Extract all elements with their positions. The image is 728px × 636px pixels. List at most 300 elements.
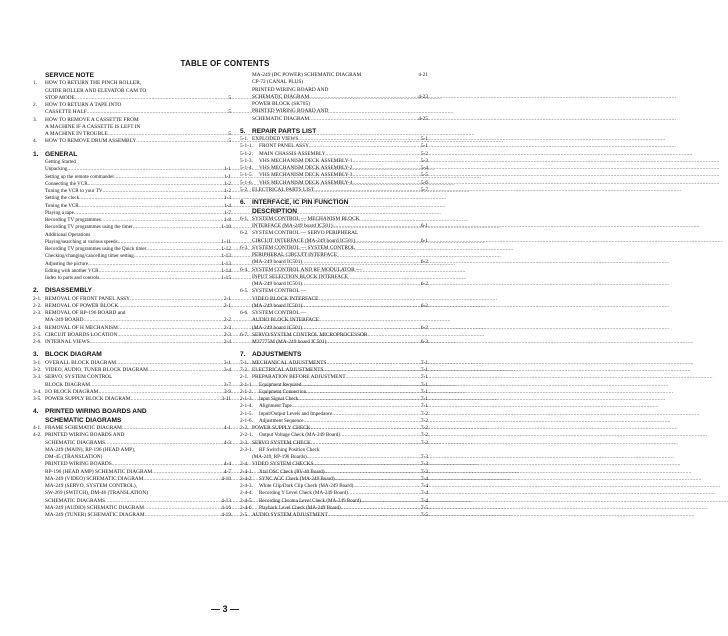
toc-entry-title: HOW TO REMOVE A CASSETTE FROM bbox=[45, 116, 139, 123]
toc-entry-title: AUDIO BLOCK INTERFACE bbox=[252, 317, 319, 324]
toc-entry-title: SYNC AGC Check (MA-249 Board) bbox=[259, 475, 335, 482]
toc-leader-dots bbox=[134, 253, 220, 260]
toc-entry-number: 6-5. bbox=[240, 288, 249, 295]
toc-entry-title: REMOVAL OF POWER BLOCK bbox=[45, 302, 119, 309]
toc-entry bbox=[33, 131, 231, 138]
toc-leader-dots bbox=[144, 505, 220, 512]
toc-page-ref: 6-2 bbox=[420, 259, 428, 266]
toc-entry bbox=[33, 261, 231, 268]
toc-entry-number: 2-1. bbox=[240, 374, 249, 381]
toc-leader-dots bbox=[302, 281, 420, 288]
toc-entry-title: STOP MODE bbox=[45, 94, 75, 101]
toc-entry-title: Recording TV programmes using the timer bbox=[45, 224, 133, 231]
toc-page-ref: 1-7 bbox=[223, 209, 231, 216]
toc-entry-title: Alignment Tape bbox=[259, 403, 292, 410]
toc-leader-dots bbox=[324, 367, 420, 374]
page-number: — 3 — bbox=[210, 604, 239, 614]
toc-page-ref: 3-9 bbox=[223, 388, 231, 395]
toc-entry-title: INTERFACE (MA-249 board IC501) bbox=[252, 223, 333, 230]
toc-page-ref: 7-1 bbox=[420, 381, 428, 388]
toc-entry bbox=[240, 245, 428, 252]
toc-entry bbox=[240, 411, 428, 418]
toc-leader-dots bbox=[67, 166, 223, 173]
toc-entry-title: White Clip/Dark Clip Check (MA-249 Board) bbox=[259, 483, 354, 490]
toc-section-heading bbox=[240, 208, 428, 216]
toc-page-ref: 1-13 bbox=[221, 253, 231, 260]
toc-leader-dots bbox=[143, 476, 220, 483]
toc-entry-title: Editing with another VCR bbox=[45, 267, 99, 274]
toc-entry bbox=[33, 253, 231, 260]
toc-entry-title: Equipment Required bbox=[259, 381, 302, 388]
toc-entry-number: 5-1-6. bbox=[240, 179, 253, 186]
toc-leader-dots bbox=[118, 325, 223, 332]
toc-entry-title: CIRCUIT INTERFACE (MA-249 board IC501) bbox=[252, 237, 356, 244]
toc-entry bbox=[240, 367, 428, 374]
toc-entry bbox=[33, 203, 231, 210]
toc-leader-dots bbox=[118, 239, 221, 246]
toc-entry-title: RF Switching Position Check bbox=[259, 446, 320, 453]
toc-entry bbox=[33, 461, 231, 468]
toc-leader-dots bbox=[340, 432, 420, 439]
toc-entry-title: Tuning the VCR to your TV bbox=[45, 188, 103, 195]
toc-leader-dots bbox=[302, 259, 420, 266]
toc-entry-number: 3-3. bbox=[33, 374, 42, 381]
toc-entry bbox=[240, 259, 428, 266]
toc-entry bbox=[240, 143, 428, 150]
toc-entry-title: Recording TV programmes bbox=[45, 217, 101, 224]
toc-page-ref: 7-3 bbox=[420, 461, 428, 468]
toc-leader-dots bbox=[298, 396, 420, 403]
toc-entry bbox=[33, 117, 231, 124]
toc-page-ref: 2-1 bbox=[223, 302, 231, 309]
toc-entry-title: VHS MECHANISM DECK ASSEMBLY-1 bbox=[259, 157, 353, 164]
toc-entry bbox=[240, 310, 428, 317]
toc-entry-title: RP-196 (HEAD AMP) SCHEMATIC DIAGRAM bbox=[45, 468, 153, 475]
toc-leader-dots bbox=[118, 303, 223, 310]
toc-leader-dots bbox=[133, 224, 221, 231]
toc-leader-dots bbox=[122, 425, 223, 432]
toc-page-ref: 2-4 bbox=[223, 339, 231, 346]
toc-entry-title: Input/Output Levels and Impedance bbox=[259, 410, 333, 417]
toc-page-ref: 4-19 bbox=[221, 512, 231, 519]
toc-page-ref: 7-4 bbox=[420, 483, 428, 490]
toc-left-column bbox=[33, 72, 231, 519]
toc-page-ref: 7-2 bbox=[420, 425, 428, 432]
toc-page-ref: 4-1 bbox=[223, 425, 231, 432]
toc-entry bbox=[240, 389, 428, 396]
toc-entry-number: 3. bbox=[33, 351, 39, 359]
toc-entry bbox=[33, 80, 231, 87]
toc-entry bbox=[33, 303, 231, 310]
toc-entry bbox=[240, 418, 428, 425]
toc-entry bbox=[33, 512, 231, 519]
toc-entry-number: 2-1-2. bbox=[240, 388, 253, 395]
toc-page-ref: 6-3 bbox=[420, 339, 428, 346]
toc-entry bbox=[33, 396, 231, 403]
toc-entry-title: Index to parts and controls bbox=[45, 275, 100, 282]
toc-entry-title: SCHEMATIC DIAGRAMS bbox=[45, 416, 122, 424]
toc-entry-title: VIDEO SYSTEM CHECKS bbox=[252, 461, 314, 468]
toc-entry-number: 1. bbox=[33, 80, 38, 87]
toc-leader-dots bbox=[332, 411, 419, 418]
toc-entry bbox=[240, 180, 428, 187]
toc-entry bbox=[33, 195, 231, 202]
toc-entry-title: SCHEMATIC DIAGRAMS bbox=[45, 439, 106, 446]
toc-leader-dots bbox=[114, 174, 223, 181]
toc-entry bbox=[33, 109, 231, 116]
toc-entry-number: 5. bbox=[240, 127, 246, 135]
toc-entry bbox=[240, 440, 428, 447]
toc-entry-title: INTERNAL VIEWS bbox=[45, 339, 90, 346]
toc-page-ref: 4-13 bbox=[221, 497, 231, 504]
toc-entry-number: 2-1-3. bbox=[240, 396, 253, 403]
toc-entry-number: 6-2. bbox=[240, 230, 249, 237]
toc-entry bbox=[240, 396, 428, 403]
toc-entry-title: A MACHINE IF A CASSETTE IS LEFT IN bbox=[45, 123, 141, 130]
toc-leader-dots bbox=[352, 172, 419, 179]
toc-page-ref: 6-2 bbox=[420, 324, 428, 331]
toc-entry bbox=[33, 325, 231, 332]
toc-leader-dots bbox=[361, 498, 420, 505]
toc-entry-number: 2-1-4. bbox=[240, 403, 253, 410]
toc-entry bbox=[33, 498, 231, 505]
toc-entry bbox=[33, 454, 231, 461]
toc-entry-number: 5-1-2. bbox=[240, 150, 253, 157]
toc-entry-title: Playback Level Check (MA-249 Board) bbox=[259, 504, 341, 511]
toc-entry bbox=[33, 224, 231, 231]
toc-entry bbox=[33, 432, 231, 439]
toc-entry-title: CP-72 (CANAL PLUS) bbox=[252, 79, 304, 86]
toc-entry bbox=[240, 382, 428, 389]
toc-page-ref: 6-2 bbox=[420, 302, 428, 309]
toc-entry-number: 2-6. bbox=[33, 339, 42, 346]
toc-page-ref: 7-4 bbox=[420, 475, 428, 482]
toc-entry-title: Connecting the VCR bbox=[45, 180, 88, 187]
toc-entry-title: REMOVAL OF FRONT PANEL ASSY bbox=[45, 295, 131, 302]
toc-entry-title: MAIN CHASSIS ASSEMBLY bbox=[259, 150, 326, 157]
toc-entry-title: Unpacking bbox=[45, 166, 68, 173]
toc-entry-title: FRONT PANEL ASSY bbox=[259, 143, 309, 150]
toc-section-heading bbox=[33, 287, 231, 295]
toc-page-ref: 7-5 bbox=[420, 504, 428, 511]
toc-section-heading bbox=[33, 351, 231, 359]
toc-entry bbox=[240, 288, 428, 295]
toc-entry-title: SYSTEM CONTROL — SYSTEM CONTROL bbox=[252, 244, 356, 251]
toc-entry bbox=[240, 512, 428, 519]
toc-page-ref: 1-1 bbox=[223, 173, 231, 180]
page-title: TABLE OF CONTENTS bbox=[180, 59, 270, 68]
toc-entry bbox=[33, 210, 231, 217]
toc-section-heading bbox=[33, 417, 231, 425]
toc-page-ref: 5-5 bbox=[420, 172, 428, 179]
toc-entry-number: 5-1-4. bbox=[240, 165, 253, 172]
toc-entry bbox=[33, 382, 231, 389]
toc-leader-dots bbox=[99, 275, 220, 282]
toc-entry-number: 4. bbox=[33, 138, 38, 145]
toc-leader-dots bbox=[292, 403, 420, 410]
toc-page-ref: 5 bbox=[228, 109, 231, 116]
toc-entry-title: Playing a tape bbox=[45, 209, 74, 216]
toc-leader-dots bbox=[307, 454, 420, 461]
toc-page-ref: 7-2 bbox=[420, 432, 428, 439]
toc-entry-number: 3-4. bbox=[33, 388, 42, 395]
toc-entry-number: 5-1-5. bbox=[240, 172, 253, 179]
toc-entry bbox=[240, 303, 428, 310]
toc-entry-number: 2-4-3. bbox=[240, 483, 253, 490]
toc-leader-dots bbox=[74, 210, 223, 217]
toc-page-ref: 5 bbox=[228, 131, 231, 138]
toc-leader-dots bbox=[130, 296, 223, 303]
toc-entry-title: Xtal OSC Check (RV-40 Board) bbox=[259, 468, 325, 475]
toc-entry-number: 2-4-5. bbox=[240, 497, 253, 504]
toc-entry-title: REMOVAL OF H MECHANISM bbox=[45, 324, 118, 331]
toc-entry-number: 2-1-5. bbox=[240, 410, 253, 417]
toc-leader-dots bbox=[333, 223, 420, 230]
toc-entry-title: SYSTEM CONTROL AND RF MODULATOR — bbox=[252, 266, 362, 273]
toc-entry bbox=[240, 505, 428, 512]
toc-entry-title: SCHEMATIC DIAGRAMS bbox=[45, 497, 106, 504]
toc-entry bbox=[33, 469, 231, 476]
toc-entry-title: POWER SUPPLY BLOCK DIAGRAM bbox=[45, 396, 131, 403]
toc-page-ref: 5-7 bbox=[420, 186, 428, 193]
toc-entry bbox=[33, 246, 231, 253]
toc-entry-title: MA-249 (AUDIO) SCHEMATIC DIAGRAM bbox=[45, 504, 145, 511]
toc-entry-title: REMOVAL OF RP-196 BOARD and bbox=[45, 310, 126, 317]
toc-leader-dots bbox=[313, 461, 419, 468]
toc-page-ref: 3-1 bbox=[223, 359, 231, 366]
toc-entry-title: SCHEMATIC DIAGRAM bbox=[252, 93, 310, 100]
toc-page-ref: 3-11 bbox=[221, 396, 231, 403]
toc-entry-number: 2-3. bbox=[33, 310, 42, 317]
toc-entry bbox=[240, 461, 428, 468]
toc-entry bbox=[33, 490, 231, 497]
toc-page-ref: 7-5 bbox=[420, 512, 428, 519]
toc-leader-dots bbox=[302, 303, 420, 310]
toc-leader-dots bbox=[341, 505, 420, 512]
toc-entry-number: 2-3. bbox=[240, 439, 249, 446]
toc-entry bbox=[33, 374, 231, 381]
toc-entry-title: SYSTEM CONTROL — bbox=[252, 310, 307, 317]
toc-entry bbox=[240, 325, 428, 332]
toc-entry-title: Tuning the VCR bbox=[45, 202, 79, 209]
toc-leader-dots bbox=[348, 490, 420, 497]
toc-entry bbox=[33, 310, 231, 317]
toc-leader-dots bbox=[309, 143, 420, 150]
toc-entry-title: GENERAL bbox=[45, 150, 78, 158]
toc-entry bbox=[33, 447, 231, 454]
toc-entry-title: INPUT SELECTION BLOCK INTERFACE bbox=[252, 273, 348, 280]
toc-entry-number: 3. bbox=[33, 116, 38, 123]
toc-entry bbox=[240, 454, 428, 461]
toc-entry-title: BLOCK DIAGRAM bbox=[45, 381, 90, 388]
toc-entry-title: I/O BLOCK DIAGRAM bbox=[45, 388, 99, 395]
toc-page-ref: 2-2 bbox=[223, 317, 231, 324]
toc-entry-title: EXPLODED VIEWS bbox=[252, 136, 299, 143]
toc-entry bbox=[240, 476, 428, 483]
toc-entry-title: PRINTED WIRING BOARDS AND bbox=[45, 432, 125, 439]
toc-page-ref: 4-23 bbox=[418, 93, 428, 100]
toc-entry bbox=[240, 339, 428, 346]
toc-leader-dots bbox=[346, 374, 420, 381]
toc-leader-dots bbox=[145, 512, 221, 519]
toc-entry-number: 2-4-1. bbox=[240, 468, 253, 475]
toc-entry bbox=[240, 374, 428, 381]
toc-leader-dots bbox=[146, 246, 220, 253]
toc-page-ref: 1-8 bbox=[223, 217, 231, 224]
toc-entry-title: Adjusting the picture bbox=[45, 260, 89, 267]
toc-entry-title: Recording TV programmes using the Quick timer bbox=[45, 246, 147, 253]
toc-entry-title: SCHEMATIC DIAGRAM bbox=[252, 115, 310, 122]
toc-entry bbox=[33, 367, 231, 374]
toc-page-ref: 2-1 bbox=[223, 295, 231, 302]
toc-page-ref: 5-6 bbox=[420, 179, 428, 186]
toc-leader-dots bbox=[136, 138, 227, 145]
toc-entry-title: SYSTEM CONTROL — SERVO PERIPHERAL bbox=[252, 230, 359, 237]
toc-entry-number: 2. bbox=[33, 287, 39, 295]
toc-leader-dots bbox=[75, 95, 227, 102]
toc-leader-dots bbox=[355, 238, 420, 245]
toc-entry-title: Checking/changing/cancelling timer setting bbox=[45, 253, 134, 260]
toc-entry-number: 3-1. bbox=[33, 359, 42, 366]
toc-entry bbox=[33, 232, 231, 239]
toc-page-ref: 7-1 bbox=[420, 403, 428, 410]
toc-leader-dots bbox=[88, 181, 223, 188]
toc-page-ref: 6-1 bbox=[420, 237, 428, 244]
toc-section-heading bbox=[240, 128, 428, 136]
toc-entry-title: SERVO/SYSTEM CONTROL MICROPROCESSOR bbox=[252, 331, 368, 338]
toc-entry bbox=[33, 88, 231, 95]
toc-leader-dots bbox=[90, 339, 223, 346]
toc-entry-title: Adjustment Sequence bbox=[259, 417, 304, 424]
toc-entry-title: MA-249 (DC POWER) SCHEMATIC DIAGRAM bbox=[252, 72, 362, 78]
toc-entry bbox=[33, 124, 231, 131]
toc-leader-dots bbox=[117, 332, 223, 339]
toc-entry-title: FRAME SCHEMATIC DIAGRAM bbox=[45, 425, 122, 432]
toc-entry bbox=[33, 505, 231, 512]
toc-leader-dots bbox=[101, 217, 223, 224]
toc-page-ref: 4-25 bbox=[418, 115, 428, 122]
toc-page-ref: 1-3 bbox=[223, 195, 231, 202]
toc-entry-title: VHS MECHANISM DECK ASSEMBLY-2 bbox=[259, 165, 353, 172]
toc-section-heading bbox=[33, 151, 231, 159]
toc-entry-number: 2-4-2. bbox=[240, 475, 253, 482]
toc-entry-title: M37775M (MA-249 board IC501) bbox=[252, 339, 327, 346]
toc-entry-number: 6. bbox=[240, 199, 246, 207]
toc-section-heading bbox=[240, 351, 428, 359]
toc-page-ref: 4-10 bbox=[221, 475, 231, 482]
toc-entry-title: Getting Started bbox=[45, 159, 76, 166]
toc-entry-title: PREPARATION BEFORE ADJUSTMENT bbox=[252, 374, 346, 381]
toc-entry-title: (MA-249, RP-196 Boards) bbox=[252, 454, 307, 461]
toc-page-ref: 1-4 bbox=[223, 202, 231, 209]
toc-entry-number: 2-2. bbox=[240, 425, 249, 432]
toc-entry-title: AUDIO SYSTEM ADJUSTMENT bbox=[252, 512, 328, 519]
toc-entry bbox=[240, 94, 428, 101]
toc-entry-title: DM-45 (TRANSLATION) bbox=[45, 454, 103, 461]
toc-entry-number: 3-2. bbox=[33, 367, 42, 374]
toc-entry-number: 2-1-6. bbox=[240, 417, 253, 424]
toc-page-ref: 1-15 bbox=[221, 275, 231, 282]
toc-entry bbox=[33, 181, 231, 188]
toc-entry-title: (MA-249 board IC501) bbox=[252, 259, 303, 266]
toc-leader-dots bbox=[304, 418, 420, 425]
toc-entry-title: Recording Chroma Level Check (MA-249 Board) bbox=[259, 497, 361, 504]
toc-entry bbox=[240, 281, 428, 288]
toc-entry-number: 6-7. bbox=[240, 331, 249, 338]
toc-entry bbox=[33, 360, 231, 367]
toc-entry-title: Playing/searching at various speeds bbox=[45, 238, 118, 245]
toc-page-ref: 7-3 bbox=[420, 468, 428, 475]
toc-right-column bbox=[240, 72, 428, 519]
toc-entry bbox=[33, 217, 231, 224]
toc-entry-title: HOW TO RETURN A TAPE INTO bbox=[45, 102, 122, 109]
toc-entry bbox=[240, 151, 428, 158]
toc-page-ref: 1-12 bbox=[221, 246, 231, 253]
toc-entry-title: PRINTED WIRING BOARD AND bbox=[252, 108, 329, 115]
toc-entry-number: 7-1. bbox=[240, 359, 249, 366]
toc-entry bbox=[33, 339, 231, 346]
toc-entry-title: Recording Y Level Check (MA-249 Board) bbox=[259, 490, 348, 497]
toc-entry bbox=[240, 360, 428, 367]
toc-entry-number: 1. bbox=[33, 150, 39, 158]
toc-page-ref: 4-7 bbox=[223, 468, 231, 475]
toc-entry bbox=[240, 116, 428, 123]
toc-entry-title: MA-249 (SERVO, SYSTEM CONTROL), bbox=[45, 483, 138, 490]
toc-page-ref: 1-14 bbox=[221, 267, 231, 274]
toc-entry bbox=[240, 403, 428, 410]
toc-page-ref: 6-2 bbox=[420, 281, 428, 288]
toc-section-heading bbox=[33, 408, 231, 416]
toc-entry-number: 2-4. bbox=[33, 324, 42, 331]
toc-entry-title: REPAIR PARTS LIST bbox=[252, 127, 317, 135]
toc-leader-dots bbox=[325, 469, 420, 476]
toc-leader-dots bbox=[306, 389, 420, 396]
toc-entry bbox=[240, 447, 428, 454]
toc-leader-dots bbox=[88, 261, 220, 268]
toc-leader-dots bbox=[302, 325, 420, 332]
toc-leader-dots bbox=[314, 187, 420, 194]
toc-entry-number: 6-4. bbox=[240, 266, 249, 273]
toc-entry-title: VIDEO, AUDIO, TUNER BLOCK DIAGRAM bbox=[45, 367, 148, 374]
toc-entry bbox=[33, 389, 231, 396]
toc-entry-title: POWER SUPPLY CHECK bbox=[252, 425, 311, 432]
toc-entry bbox=[240, 136, 428, 143]
toc-entry-number: 2-4. bbox=[240, 461, 249, 468]
toc-entry-number: 4-2. bbox=[33, 432, 42, 439]
toc-leader-dots bbox=[326, 360, 419, 367]
toc-page-ref: 7-1 bbox=[420, 388, 428, 395]
toc-entry bbox=[240, 101, 428, 108]
toc-leader-dots bbox=[99, 268, 221, 275]
toc-entry bbox=[240, 469, 428, 476]
toc-entry-title: ELECTRICAL PARTS LIST bbox=[252, 186, 315, 193]
toc-page-ref: 7-3 bbox=[420, 454, 428, 461]
toc-entry bbox=[240, 490, 428, 497]
toc-entry bbox=[240, 165, 428, 172]
toc-entry bbox=[33, 425, 231, 432]
toc-entry bbox=[240, 267, 428, 274]
toc-leader-dots bbox=[148, 367, 223, 374]
toc-entry bbox=[33, 174, 231, 181]
toc-page-ref: 7-1 bbox=[420, 374, 428, 381]
toc-entry-number: 5-1. bbox=[240, 136, 249, 143]
toc-entry bbox=[33, 188, 231, 195]
toc-entry-title: HOW TO REMOVE DRUM ASSEMBLY bbox=[45, 138, 137, 145]
toc-entry-title: BLOCK DIAGRAM bbox=[45, 351, 102, 359]
toc-page-ref: 4-4 bbox=[223, 461, 231, 468]
toc-entry-number: 5-1-3. bbox=[240, 157, 253, 164]
toc-entry bbox=[240, 108, 428, 115]
